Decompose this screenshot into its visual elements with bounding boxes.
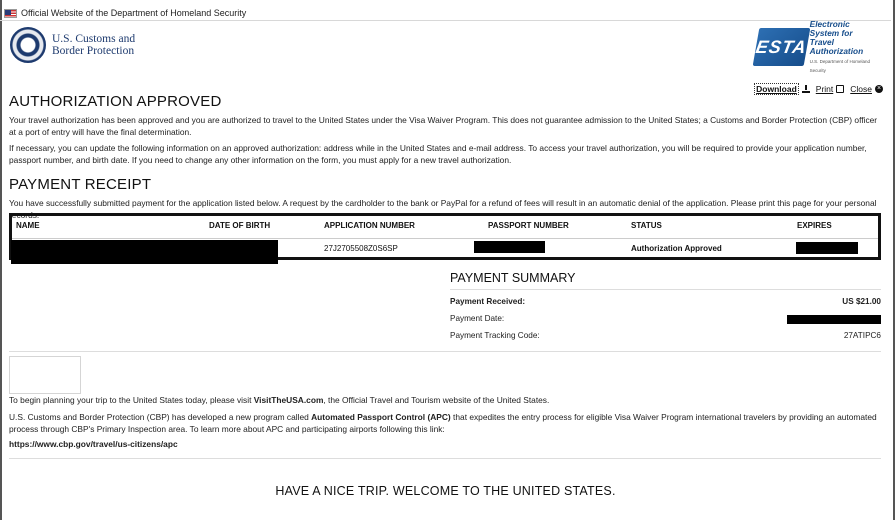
download-icon — [802, 85, 810, 93]
visit-usa-logo[interactable] — [9, 356, 81, 394]
authorization-para-2: If necessary, you can update the following information on an approved authorization: address while in the United States and e-mail address. To access your travel authorization, you will be required to provide your application number, passport number, and birth date. If you need to change any other information on the form, you must apply for a new travel authorization. — [9, 143, 867, 165]
payment-received-label: Payment Received: — [450, 297, 526, 306]
visit-usa-text — [9, 395, 881, 407]
table-divider — [12, 238, 878, 239]
esta-logo-text — [810, 20, 881, 75]
receipt-title: PAYMENT RECEIPT — [9, 176, 152, 193]
gov-banner — [4, 6, 246, 20]
visit-suffix: , the Official Travel and Tourism website of the United States. — [323, 395, 550, 405]
redacted-expiry — [796, 242, 858, 254]
payment-tracking-row — [450, 331, 881, 340]
esta-line1: Electronic System for — [809, 18, 853, 38]
close-icon: × — [876, 85, 882, 92]
cbp-name-line2: Border Protection — [52, 45, 135, 57]
download-button[interactable] — [754, 83, 810, 95]
header-divider — [0, 20, 891, 21]
payment-tracking-label: Payment Tracking Code: — [450, 331, 540, 340]
printer-icon — [836, 85, 844, 93]
apc-prefix: U.S. Customs and Border Protection (CBP) has developed a new program called — [9, 412, 312, 422]
section-divider — [9, 351, 881, 352]
col-status: STATUS — [631, 221, 662, 230]
payment-tracking-value: 27ATIPC6 — [843, 331, 881, 340]
payment-summary-divider — [450, 289, 881, 290]
gov-banner-text: Official Website of the Department of Homeland Security — [21, 8, 247, 18]
dhs-seal-icon — [10, 27, 46, 63]
download-label: Download — [756, 84, 797, 94]
footer-divider — [9, 458, 881, 459]
apc-text — [9, 412, 881, 435]
payment-date-label: Payment Date: — [450, 314, 505, 323]
status-value: Authorization Approved — [631, 244, 722, 253]
esta-sub: U.S. Department of Homeland Security — [809, 58, 870, 73]
col-expires: EXPIRES — [797, 221, 832, 230]
esta-mark: ESTA — [753, 28, 810, 66]
farewell-message: HAVE A NICE TRIP. WELCOME TO THE UNITED STATES. — [275, 484, 616, 498]
close-button[interactable] — [850, 83, 883, 95]
col-passport-number: PASSPORT NUMBER — [488, 221, 569, 230]
col-name: NAME — [16, 221, 40, 230]
us-flag-icon — [4, 9, 17, 18]
visit-prefix: To begin planning your trip to the United States today, please visit — [9, 395, 254, 405]
redacted-name — [11, 240, 278, 264]
application-number-value: 27J2705508Z0S6SP — [324, 244, 398, 253]
print-label: Print — [815, 84, 834, 94]
redacted-payment-date — [787, 315, 881, 324]
apc-suffix: that expedites the entry process for eligible Visa Waiver Program international travelers by providing an automated process through CBP's Primary Inspection area. To learn more about APC and participating airports following this link: — [9, 412, 877, 434]
apc-name: Automated Passport Control (APC) — [311, 412, 451, 422]
authorization-para-1: Your travel authorization has been approved and you are authorized to travel to the United States under the Visa Waiver Program. This does not guarantee admission to the United States; a Customs and Border Protection (CBP) officer at a port of entry will have the final determination. — [9, 115, 878, 137]
close-label: Close — [850, 84, 872, 94]
payment-summary-title: PAYMENT SUMMARY — [450, 271, 576, 285]
receipt-intro: You have successfully submitted payment for the application listed below. A request by the cardholder to the bank or PayPal for a refund of fees will result in an automatic denial of the application. Please print this page for your personal records. — [9, 198, 877, 220]
esta-line2: Travel Authorization — [809, 36, 864, 56]
esta-logo[interactable] — [754, 18, 881, 73]
cbp-name-line1: U.S. Customs and — [52, 33, 136, 45]
visit-usa-link[interactable]: VisitTheUSA.com — [253, 395, 324, 405]
cbp-logo-text — [52, 33, 135, 57]
cbp-logo[interactable] — [10, 27, 135, 63]
col-application-number: APPLICATION NUMBER — [324, 221, 415, 230]
payment-received-row — [450, 297, 881, 306]
redacted-passport-number — [474, 241, 545, 253]
payment-received-value: US $21.00 — [842, 297, 881, 306]
print-button[interactable] — [816, 83, 844, 95]
col-dob: DATE OF BIRTH — [209, 221, 271, 230]
apc-link[interactable]: https://www.cbp.gov/travel/us-citizens/apc — [9, 439, 178, 449]
authorization-title: AUTHORIZATION APPROVED — [9, 93, 222, 110]
page-actions — [754, 83, 883, 95]
